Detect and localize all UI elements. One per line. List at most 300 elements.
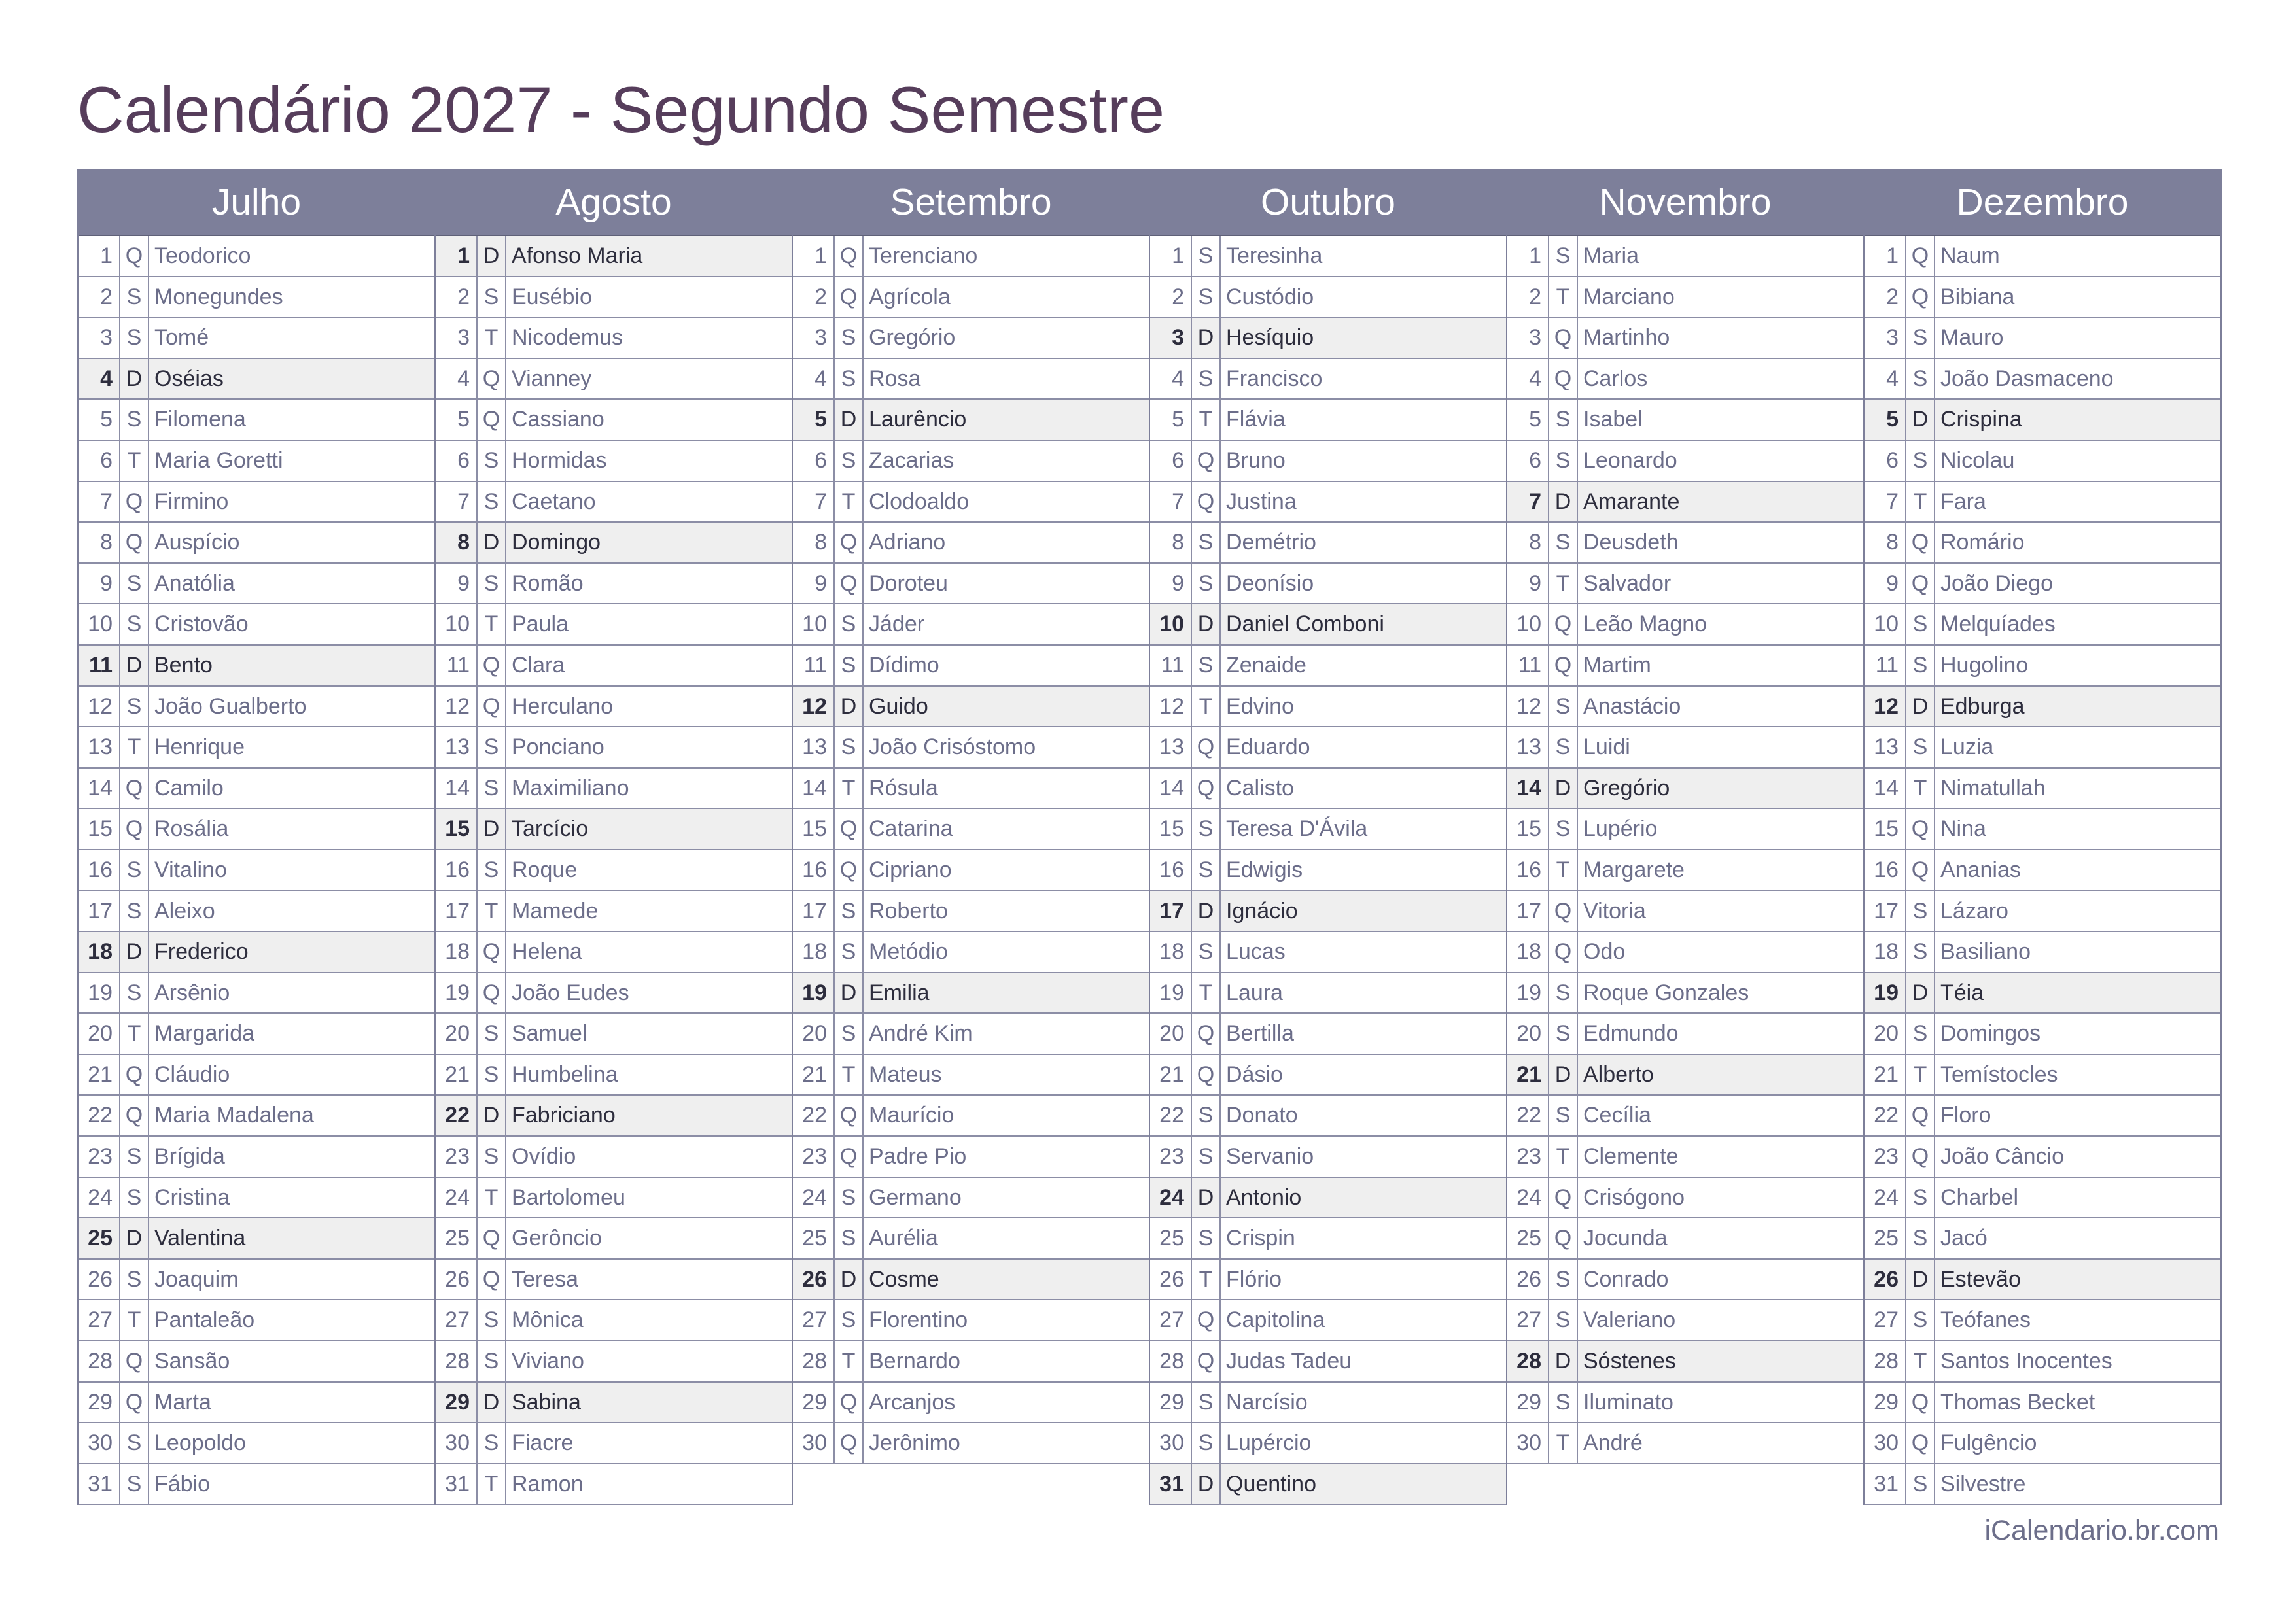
weekday-letter: S (120, 277, 149, 317)
weekday-letter: S (835, 318, 864, 358)
saint-name: Oséias (154, 366, 224, 391)
day-number: 3 (1865, 318, 1906, 358)
day-number: 26 (1865, 1260, 1906, 1300)
weekday-letter: D (1549, 482, 1578, 522)
day-row (1507, 1260, 1863, 1301)
saint-name: João Câncio (1940, 1144, 2065, 1169)
saint-name: Bartolomeu (512, 1184, 625, 1210)
day-row (79, 1300, 434, 1341)
saint-name: Téia (1940, 980, 1984, 1005)
day-row (793, 318, 1149, 359)
weekday-letter: Q (1192, 1341, 1221, 1381)
day-number: 9 (793, 564, 835, 604)
saint-name: Rosália (154, 816, 229, 842)
weekday-letter: S (1549, 1260, 1578, 1300)
day-number: 25 (79, 1218, 120, 1258)
weekday-letter: S (478, 1014, 506, 1054)
weekday-letter: T (1192, 687, 1221, 727)
saint-name: Valentina (154, 1226, 246, 1251)
weekday-letter: D (478, 809, 506, 849)
day-row (1150, 809, 1506, 850)
day-number: 22 (1865, 1096, 1906, 1135)
saint-name: Custódio (1226, 284, 1314, 309)
weekday-letter: D (478, 1383, 506, 1423)
day-row (1150, 1014, 1506, 1055)
day-number: 25 (793, 1218, 835, 1258)
day-row (436, 932, 792, 973)
weekday-letter: D (1906, 973, 1935, 1013)
weekday-letter: D (478, 1096, 506, 1135)
footer-brand-link[interactable]: iCalendario.br.com (1984, 1515, 2219, 1546)
saint-name: Maria (1583, 243, 1639, 268)
saint-name: Ovídio (512, 1144, 576, 1169)
weekday-letter: S (1906, 318, 1935, 358)
day-number: 18 (1150, 932, 1192, 972)
saint-name: Thomas Becket (1940, 1389, 2095, 1415)
weekday-letter: T (1549, 277, 1578, 317)
weekday-letter: D (478, 523, 506, 562)
weekday-letter: S (835, 1300, 864, 1340)
day-row (436, 1260, 792, 1301)
weekday-letter: Q (478, 1218, 506, 1258)
day-row (793, 932, 1149, 973)
day-number: 19 (1507, 973, 1549, 1013)
saint-name: Leopoldo (154, 1430, 246, 1456)
weekday-letter: S (835, 727, 864, 767)
saint-name: Roque Gonzales (1583, 980, 1749, 1005)
saint-name: Luzia (1940, 734, 1994, 760)
weekday-letter: S (120, 973, 149, 1013)
saint-name: Guido (869, 693, 928, 719)
day-row (79, 687, 434, 728)
day-row (1507, 1383, 1863, 1424)
day-row (436, 809, 792, 850)
weekday-letter: S (1906, 891, 1935, 931)
day-row (436, 1341, 792, 1383)
day-number: 13 (436, 727, 478, 767)
day-row (79, 1218, 434, 1260)
day-number: 13 (79, 727, 120, 767)
saint-name: Margarida (154, 1021, 255, 1046)
day-number: 19 (793, 973, 835, 1013)
day-number: 27 (1507, 1300, 1549, 1340)
day-row (793, 809, 1149, 850)
weekday-letter: T (1906, 769, 1935, 808)
saint-name: Domingo (512, 530, 601, 555)
weekday-letter: T (1549, 564, 1578, 604)
saint-name: Monegundes (154, 284, 283, 309)
weekday-letter: S (1549, 523, 1578, 562)
day-row (1507, 482, 1863, 523)
weekday-letter: S (1906, 359, 1935, 399)
day-row (436, 482, 792, 523)
day-number: 4 (1150, 359, 1192, 399)
weekday-letter: S (120, 604, 149, 644)
day-number: 10 (436, 604, 478, 644)
month-header: Novembro (1507, 169, 1863, 236)
saint-name: Laura (1226, 980, 1283, 1005)
month-column-julho (79, 169, 436, 1505)
day-row (79, 604, 434, 646)
saint-name: Jocunda (1583, 1226, 1668, 1251)
day-row (79, 1055, 434, 1096)
day-row (436, 1464, 792, 1506)
weekday-letter: S (1192, 1383, 1221, 1423)
day-row (1150, 1464, 1506, 1506)
saint-name: Brígida (154, 1144, 225, 1169)
day-number: 21 (793, 1055, 835, 1095)
day-row (1507, 523, 1863, 564)
saint-name: Bento (154, 652, 213, 678)
saint-name: Sansão (154, 1349, 230, 1374)
weekday-letter: S (1549, 400, 1578, 440)
day-number: 23 (793, 1137, 835, 1177)
month-days-list (1865, 236, 2220, 1505)
day-row (1865, 687, 2220, 728)
weekday-letter: S (120, 564, 149, 604)
day-row (1507, 850, 1863, 891)
day-number: 30 (793, 1423, 835, 1463)
day-number: 12 (1865, 687, 1906, 727)
saint-name: Capitolina (1226, 1307, 1325, 1333)
day-number: 3 (1507, 318, 1549, 358)
day-row (793, 359, 1149, 400)
weekday-letter: T (1906, 482, 1935, 522)
day-row (1507, 359, 1863, 400)
saint-name: Narcísio (1226, 1389, 1308, 1415)
day-number: 2 (79, 277, 120, 317)
day-row (436, 277, 792, 319)
weekday-letter: S (1549, 441, 1578, 481)
day-row (793, 1178, 1149, 1219)
saint-name: Daniel Comboni (1226, 612, 1384, 637)
saint-name: Nicodemus (512, 325, 623, 351)
day-number: 27 (436, 1300, 478, 1340)
day-number: 15 (79, 809, 120, 849)
saint-name: Odo (1583, 939, 1626, 965)
day-number: 27 (1150, 1300, 1192, 1340)
day-row (436, 769, 792, 810)
saint-name: Nina (1940, 816, 1986, 842)
day-number: 1 (1150, 236, 1192, 276)
day-number: 6 (1865, 441, 1906, 481)
day-row (1150, 1055, 1506, 1096)
day-number: 11 (1865, 646, 1906, 685)
day-row (1507, 1300, 1863, 1341)
day-number: 11 (79, 646, 120, 685)
day-row (79, 1137, 434, 1178)
weekday-letter: S (835, 1178, 864, 1218)
saint-name: Fiacre (512, 1430, 574, 1456)
weekday-letter: Q (835, 564, 864, 604)
saint-name: Margarete (1583, 857, 1685, 882)
saint-name: João Eudes (512, 980, 629, 1005)
day-number: 7 (1865, 482, 1906, 522)
saint-name: Lupério (1583, 816, 1658, 842)
saint-name: Clodoaldo (869, 489, 970, 514)
day-number: 8 (1150, 523, 1192, 562)
weekday-letter: Q (1906, 277, 1935, 317)
weekday-letter: Q (1906, 1137, 1935, 1177)
saint-name: Edburga (1940, 693, 2025, 719)
weekday-letter: D (835, 687, 864, 727)
day-number: 4 (793, 359, 835, 399)
day-row (1507, 604, 1863, 646)
weekday-letter: S (1192, 564, 1221, 604)
saint-name: Iluminato (1583, 1389, 1673, 1415)
day-row (436, 973, 792, 1014)
saint-name: Crispin (1226, 1226, 1295, 1251)
weekday-letter: S (120, 850, 149, 890)
day-row (1150, 1300, 1506, 1341)
saint-name: Mateus (869, 1062, 942, 1087)
saint-name: Roque (512, 857, 578, 882)
weekday-letter: S (835, 1218, 864, 1258)
day-number: 9 (1507, 564, 1549, 604)
saint-name: Edvino (1226, 693, 1294, 719)
weekday-letter: S (1192, 523, 1221, 562)
weekday-letter: S (1549, 1096, 1578, 1135)
saint-name: Firmino (154, 489, 229, 514)
weekday-letter: S (120, 318, 149, 358)
saint-name: Estevão (1940, 1266, 2021, 1292)
saint-name: Edwigis (1226, 857, 1303, 882)
saint-name: Charbel (1940, 1184, 2019, 1210)
day-number: 7 (1150, 482, 1192, 522)
day-row (79, 1260, 434, 1301)
weekday-letter: S (835, 604, 864, 644)
weekday-letter: D (835, 973, 864, 1013)
day-row (793, 564, 1149, 605)
saint-name: Padre Pio (869, 1144, 967, 1169)
day-row (793, 769, 1149, 810)
weekday-letter: T (835, 1341, 864, 1381)
weekday-letter: D (1192, 604, 1221, 644)
saint-name: Terenciano (869, 243, 978, 268)
day-number: 22 (79, 1096, 120, 1135)
weekday-letter: D (120, 932, 149, 972)
day-row (1865, 482, 2220, 523)
saint-name: Fulgêncio (1940, 1430, 2037, 1456)
day-number: 20 (436, 1014, 478, 1054)
day-number: 2 (1507, 277, 1549, 317)
day-number: 9 (436, 564, 478, 604)
saint-name: Dásio (1226, 1062, 1283, 1087)
day-row (79, 891, 434, 933)
day-number: 29 (793, 1383, 835, 1423)
weekday-letter: S (120, 1178, 149, 1218)
saint-name: Herculano (512, 693, 613, 719)
weekday-letter: Q (835, 236, 864, 276)
weekday-letter: S (120, 1423, 149, 1463)
weekday-letter: D (120, 1218, 149, 1258)
day-number: 4 (1865, 359, 1906, 399)
saint-name: Crisógono (1583, 1184, 1685, 1210)
saint-name: Cristovão (154, 612, 249, 637)
day-row (793, 400, 1149, 441)
weekday-letter: T (120, 441, 149, 481)
weekday-letter: T (1906, 1055, 1935, 1095)
day-row (1150, 564, 1506, 605)
saint-name: Romário (1940, 530, 2025, 555)
weekday-letter: S (1192, 646, 1221, 685)
day-row (1507, 932, 1863, 973)
day-row (793, 604, 1149, 646)
day-row (1865, 277, 2220, 319)
saint-name: Jacó (1940, 1226, 1988, 1251)
saint-name: Leão Magno (1583, 612, 1708, 637)
day-row (436, 687, 792, 728)
weekday-letter: Q (1549, 932, 1578, 972)
month-header: Setembro (793, 169, 1149, 236)
day-row (1865, 604, 2220, 646)
saint-name: Vianney (512, 366, 592, 391)
day-row (1507, 727, 1863, 769)
day-number: 31 (1150, 1464, 1192, 1504)
day-row (79, 359, 434, 400)
saint-name: Humbelina (512, 1062, 618, 1087)
weekday-letter: Q (1549, 891, 1578, 931)
saint-name: Nicolau (1940, 447, 2015, 473)
day-number: 18 (1507, 932, 1549, 972)
day-number: 2 (436, 277, 478, 317)
day-row (436, 400, 792, 441)
saint-name: João Gualberto (154, 693, 307, 719)
saint-name: Judas Tadeu (1226, 1349, 1352, 1374)
saint-name: Flório (1226, 1266, 1282, 1292)
saint-name: André (1583, 1430, 1643, 1456)
weekday-letter: S (120, 891, 149, 931)
saint-name: Fabriciano (512, 1103, 616, 1128)
day-row (1150, 318, 1506, 359)
day-row (793, 1383, 1149, 1424)
day-row (79, 769, 434, 810)
saint-name: Rósula (869, 775, 938, 801)
weekday-letter: S (1192, 277, 1221, 317)
saint-name: Hesíquio (1226, 325, 1314, 351)
saint-name: Florentino (869, 1307, 968, 1333)
day-number: 28 (79, 1341, 120, 1381)
saint-name: Luidi (1583, 734, 1630, 760)
weekday-letter: Q (835, 809, 864, 849)
day-number: 29 (1150, 1383, 1192, 1423)
day-row (79, 318, 434, 359)
day-number: 6 (79, 441, 120, 481)
saint-name: Cristina (154, 1184, 230, 1210)
weekday-letter: Q (1192, 482, 1221, 522)
weekday-letter: D (120, 359, 149, 399)
day-number: 8 (793, 523, 835, 562)
day-number: 30 (436, 1423, 478, 1463)
weekday-letter: S (120, 687, 149, 727)
weekday-letter: D (1549, 1055, 1578, 1095)
saint-name: Emilia (869, 980, 930, 1005)
day-row (1865, 727, 2220, 769)
day-row (1507, 1055, 1863, 1096)
day-number: 8 (79, 523, 120, 562)
weekday-letter: T (1549, 1137, 1578, 1177)
day-number: 11 (793, 646, 835, 685)
day-row (436, 646, 792, 687)
day-number: 16 (1150, 850, 1192, 890)
day-number: 27 (793, 1300, 835, 1340)
day-number: 26 (1150, 1260, 1192, 1300)
day-number: 8 (1865, 523, 1906, 562)
month-header: Julho (79, 169, 434, 236)
day-row (1507, 769, 1863, 810)
day-row (1150, 482, 1506, 523)
saint-name: Hormidas (512, 447, 607, 473)
saint-name: Frederico (154, 939, 249, 965)
month-column-agosto (436, 169, 793, 1505)
weekday-letter: S (1192, 932, 1221, 972)
saint-name: Carlos (1583, 366, 1648, 391)
weekday-letter: T (1906, 1341, 1935, 1381)
day-number: 1 (79, 236, 120, 276)
saint-name: Bibiana (1940, 284, 2015, 309)
day-number: 22 (793, 1096, 835, 1135)
day-row (436, 1096, 792, 1137)
day-row (1150, 523, 1506, 564)
day-row (436, 318, 792, 359)
day-number: 5 (1865, 400, 1906, 440)
day-number: 26 (79, 1260, 120, 1300)
day-number: 25 (1150, 1218, 1192, 1258)
weekday-letter: Q (835, 1423, 864, 1463)
month-column-dezembro (1865, 169, 2222, 1505)
day-number: 31 (79, 1464, 120, 1504)
day-number: 18 (436, 932, 478, 972)
day-number: 1 (793, 236, 835, 276)
day-row (1865, 1055, 2220, 1096)
saint-name: Hugolino (1940, 652, 2029, 678)
saint-name: Arcanjos (869, 1389, 956, 1415)
day-row (1865, 1218, 2220, 1260)
weekday-letter: S (120, 1260, 149, 1300)
day-row (1150, 1341, 1506, 1383)
day-row (1865, 850, 2220, 891)
saint-name: Maurício (869, 1103, 955, 1128)
day-row (793, 1055, 1149, 1096)
day-number: 30 (1150, 1423, 1192, 1463)
day-number: 26 (436, 1260, 478, 1300)
saint-name: Fábio (154, 1471, 211, 1496)
saint-name: Tomé (154, 325, 209, 351)
day-row (1507, 400, 1863, 441)
saint-name: Paula (512, 612, 569, 637)
saint-name: Teresa (512, 1266, 579, 1292)
day-row (436, 523, 792, 564)
day-row (1865, 564, 2220, 605)
day-row (79, 1096, 434, 1137)
day-number: 28 (793, 1341, 835, 1381)
day-row (1865, 769, 2220, 810)
weekday-letter: T (478, 604, 506, 644)
day-row (79, 400, 434, 441)
day-row (1865, 1014, 2220, 1055)
weekday-letter: T (1192, 400, 1221, 440)
weekday-letter: T (478, 1464, 506, 1504)
day-number: 11 (1150, 646, 1192, 685)
saint-name: Silvestre (1940, 1471, 2026, 1496)
weekday-letter: Q (835, 1137, 864, 1177)
saint-name: Francisco (1226, 366, 1323, 391)
day-number: 20 (1507, 1014, 1549, 1054)
weekday-letter: T (120, 727, 149, 767)
day-row (1865, 1137, 2220, 1178)
weekday-letter: D (1192, 1464, 1221, 1504)
weekday-letter: Q (1906, 1383, 1935, 1423)
